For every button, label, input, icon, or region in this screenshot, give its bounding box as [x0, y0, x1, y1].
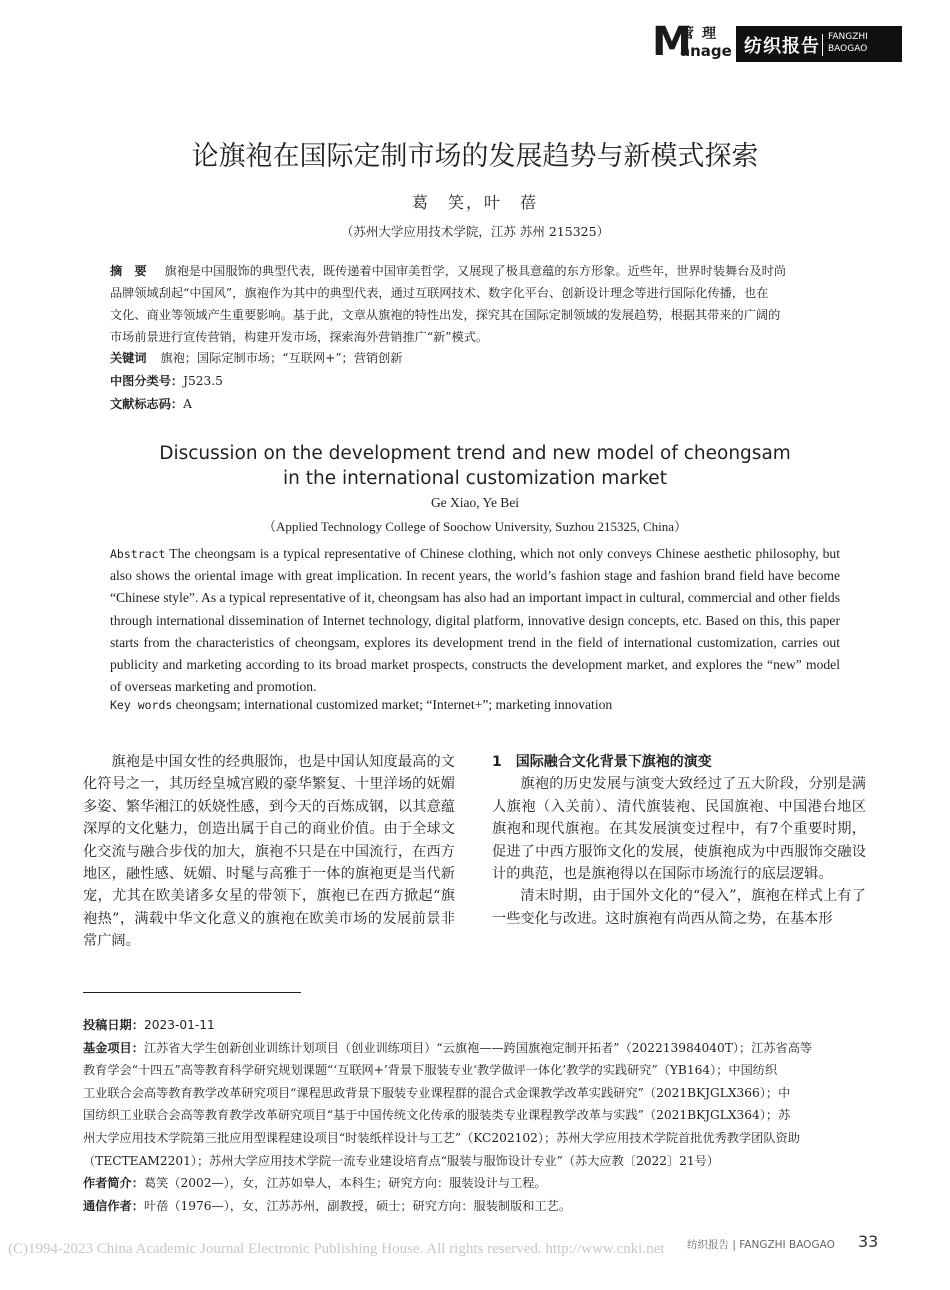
corresponding-author-label: 通信作者： — [83, 1198, 144, 1213]
keywords-en-value: cheongsam; international customized market; “Internet+”; marketing innovation — [175, 697, 613, 712]
received-label: 投稿日期： — [83, 1018, 144, 1032]
fund-line-3: 工业联合会高等教育教学改革研究项目“课程思政背景下服装专业课程群的混合式金课教学改革实践研究”（2021BKJGLX366）；中 — [83, 1085, 791, 1100]
footnotes — [83, 1014, 867, 1217]
journal-logo — [652, 19, 902, 66]
keywords-en-label: Key words — [110, 698, 173, 712]
title-en — [0, 441, 950, 491]
logo-journal-en-1: FANGZHI — [828, 32, 868, 42]
abstract-cn-label: 摘 要 — [110, 264, 147, 278]
authors-en: Ge Xiao, Ye Bei — [430, 495, 520, 510]
received-value: 2023-01-11 — [143, 1018, 215, 1032]
body-left-column — [83, 751, 455, 953]
keywords-cn-label: 关键词 — [110, 351, 147, 365]
author-bio-value: 葛笑（2002—），女，江苏如皋人，本科生；研究方向：服装设计与工程。 — [143, 1176, 547, 1191]
fund-line-6: （TECTEAM2201）；苏州大学应用技术学院一流专业建设培育点“服装与服饰设计专业”（苏大应教〔2022〕21号） — [83, 1153, 720, 1168]
affiliation-en: （Applied Technology College of Soochow University, Suzhou 215325, China） — [262, 519, 688, 534]
footnote-divider — [83, 992, 301, 993]
clc-number — [110, 370, 223, 392]
logo-divider — [822, 34, 823, 56]
fund-text-1: 江苏省大学生创新创业训练计划项目（创业训练项目）“云旗袍——跨国旗袍定制开拓者”（202213984040T）；江苏省高等 — [143, 1040, 813, 1055]
abstract-cn-line-2: 品牌领域刮起“中国风”，旗袍作为其中的典型代表，通过互联网技术、数字化平台、创新设计理念等进行国际化传播，也在 — [110, 286, 769, 300]
fund-line-5: 州大学应用技术学院第三批应用型课程建设项目“时装纸样设计与工艺”（KC202102）；苏州大学应用技术学院首批优秀教学团队资助 — [83, 1130, 800, 1145]
clc-label: 中图分类号： — [110, 374, 184, 388]
author-bio — [83, 1172, 867, 1195]
title-cn: 论旗袍在国际定制市场的发展趋势与新模式探索 — [191, 141, 759, 172]
footer-journal-name: 纺织报告 | FANGZHI BAOGAO — [687, 1239, 835, 1251]
abstract-en — [110, 543, 840, 698]
keywords-cn — [110, 347, 403, 369]
title-en-line-2: in the international customization market — [283, 468, 667, 489]
document-code-value: A — [183, 397, 192, 411]
fund-line-1 — [83, 1037, 867, 1060]
received-date — [83, 1014, 867, 1037]
body-right-column — [492, 751, 866, 930]
keywords-en — [110, 694, 840, 716]
clc-value: J523.5 — [183, 374, 223, 388]
corresponding-author — [83, 1195, 867, 1218]
fund-line-4: 国纺织工业联合会高等教育教学改革研究项目“基于中国传统文化传承的服装类专业课程教学改革与实践”（2021BKJGLX364）；苏 — [83, 1108, 791, 1123]
abstract-cn-line-3: 文化、商业等领域产生重要影响。基于此，文章从旗袍的特性出发，探究其在国际定制领域的发展趋势，根据其带来的广阔的 — [110, 308, 781, 322]
document-code-label: 文献标志码： — [110, 397, 184, 411]
page-number: 33 — [858, 1232, 879, 1251]
document-code — [110, 393, 192, 415]
abstract-en-label: Abstract — [110, 547, 166, 561]
authors-cn: 葛 笑，叶 蓓 — [411, 193, 538, 212]
fund-label: 基金项目： — [83, 1040, 144, 1055]
corresponding-author-value: 叶蓓（1976—），女，江苏苏州，副教授，硕士；研究方向：服装制版和工艺。 — [143, 1198, 572, 1213]
affiliation-cn: （苏州大学应用技术学院，江苏 苏州 215325） — [340, 224, 610, 239]
body-right-paragraph-2: 清末时期，由于国外文化的“侵入”，旗袍在样式上有了一些变化与改进。这时旗袍有尚西从简之势，在基本形 — [492, 888, 866, 927]
abstract-cn-line-4: 市场前景进行宣传营销，构建开发市场，探索海外营销推广“新”模式。 — [110, 330, 489, 344]
author-bio-label: 作者简介： — [83, 1176, 144, 1191]
logo-guanli: 管理 — [680, 26, 724, 42]
fund-line-2: 教育学会“十四五”高等教育科学研究规划课题“‘互联网+’背景下服装专业‘教学做评一体化’教学的实践研究”（YB164）；中国纺织 — [83, 1063, 778, 1078]
body-right-paragraph-1: 旗袍的历史发展与演变大致经过了五大阶段，分别是满人旗袍（入关前）、清代旗装袍、民国旗袍、中国港台地区旗袍和现代旗袍。在其发展演变过程中，有7个重要时期，促进了中西方服饰文化的发展，使旗袍成为中西服饰交融设计的典范，也是旗袍得以在国际市场流行的底层逻辑。 — [492, 776, 866, 883]
cnki-watermark: (C)1994-2023 China Academic Journal Electronic Publishing House. All rights reserved. http://www.cnki.net — [8, 1241, 665, 1257]
logo-journal-cn: 纺织报告 — [744, 36, 820, 57]
title-en-line-1: Discussion on the development trend and new model of cheongsam — [159, 443, 791, 464]
logo-journal-en-2: BAOGAO — [828, 44, 868, 54]
section-heading-1: 1 国际融合文化背景下旗袍的演变 — [492, 754, 712, 770]
keywords-cn-value: 旗袍；国际定制市场；“互联网+”；营销创新 — [160, 351, 403, 365]
abstract-cn-text-1: 旗袍是中国服饰的典型代表，既传递着中国审美哲学，又展现了极具意蕴的东方形象。近些年，世界时装舞台及时尚 — [164, 264, 786, 278]
body-left-paragraph: 旗袍是中国女性的经典服饰，也是中国认知度最高的文化符号之一，其历经皇城宫殿的豪华繁复、十里洋场的妩媚多姿、繁华湘江的妖娆性感，到今天的百炼成钢，以其意蕴深厚的文化魅力，创造出属于自己的商业价值。由于全球文化交流与融合步伐的加大，旗袍不只是在中国流行，在西方地区，融性感、妩媚、时髦与高雅于一体的旗袍更是当代新宠，尤其在欧美诸多女星的带领下，旗袍已在西方掀起“旗袍热”，满载中华文化意义的旗袍在欧美市场的发展前景非常广阔。 — [83, 754, 455, 950]
logo-anage: anage — [680, 42, 732, 60]
abstract-en-text: The cheongsam is a typical representative of Chinese clothing, which not only conveys Chinese aesthetic philosophy, but also shows the oriental image with great implication. In recent years, the world’s fashion stage and fashion brand field have become “Chinese style”. As a typical representative of it, cheongsam has also had an important impact in cultural, commercial and other fields through international dissemination of Internet technology, digital platform, innovative design concepts, etc. Based on this, this paper starts from the characteristics of cheongsam, explores its development trend in the field of international customization, carries out publicity and marketing according to its broad market prospects, constructs the development market, and explores the “new” model of overseas marketing and promotion. — [110, 546, 840, 695]
logo-m: M — [652, 19, 692, 65]
abstract-cn-line-1 — [110, 260, 786, 282]
